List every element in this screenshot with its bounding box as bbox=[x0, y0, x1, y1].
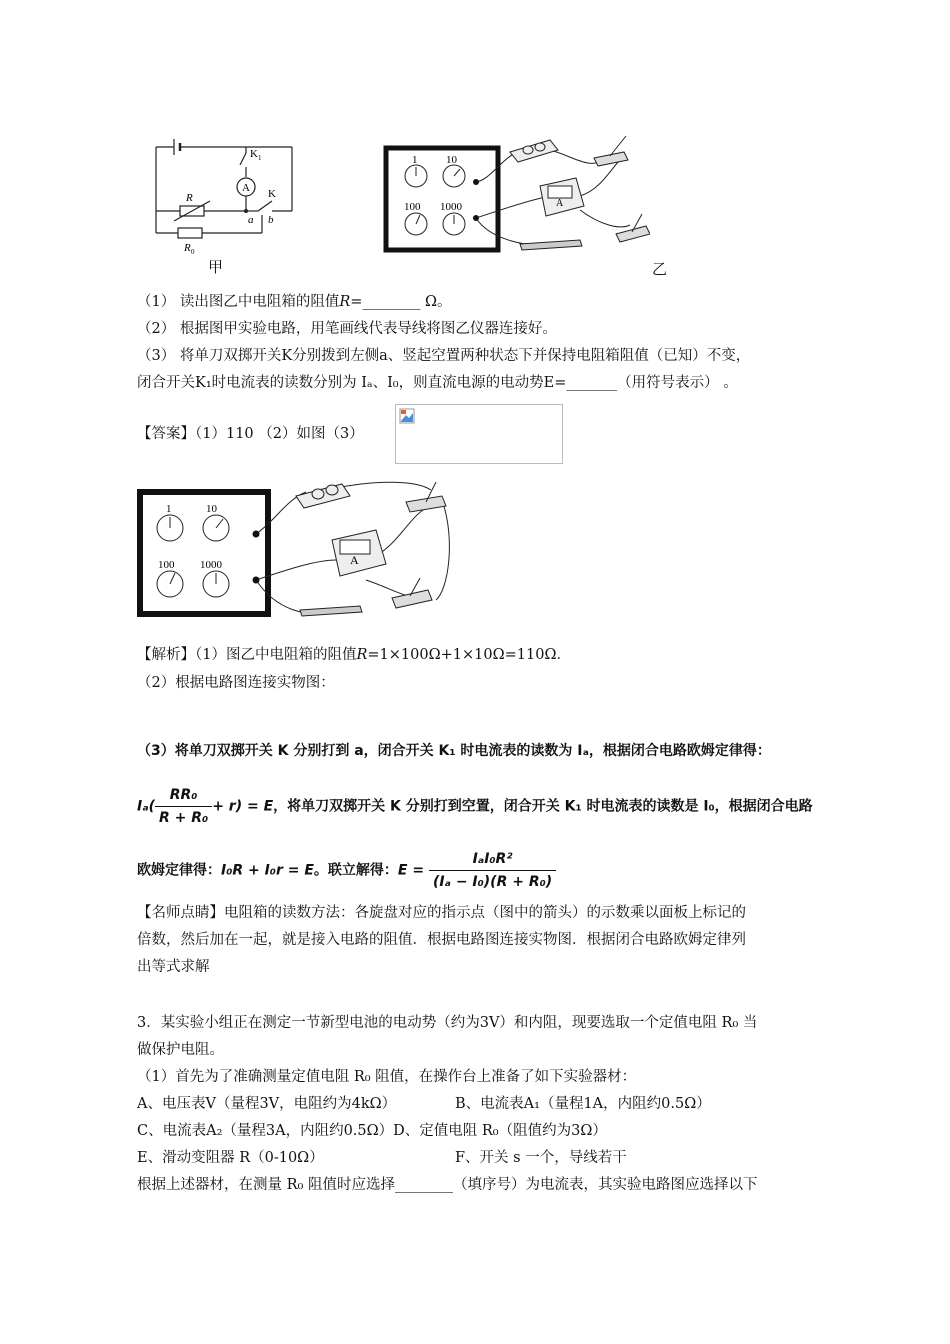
circuit-diagram-jia bbox=[150, 135, 300, 265]
analysis-line-1-suffix: =1×100Ω+1×10Ω=110Ω． bbox=[367, 647, 571, 663]
k1-subscript: 1 bbox=[258, 154, 262, 162]
tip-line-2: 倍数，然后加在一起，就是接入电路的阻值．根据电路图连接实物图．根据闭合电路欧姆定律列 bbox=[137, 932, 746, 948]
line3-prefix: 欧姆定律得： bbox=[137, 862, 221, 879]
terminal-a-label: a bbox=[248, 214, 254, 226]
eq1-numerator: RR₀ bbox=[155, 784, 212, 807]
option-a: A、电压表V（量程3V，电阻约为4kΩ） bbox=[137, 1096, 397, 1112]
caption-jia: 甲 bbox=[208, 258, 224, 276]
line3-equation: I₀R + I₀r = E bbox=[221, 862, 314, 879]
line3-lhs: E = bbox=[397, 862, 425, 879]
dial-label-10: 10 bbox=[446, 154, 457, 166]
resistor-r-label: R bbox=[186, 192, 193, 204]
question-1 bbox=[137, 292, 452, 312]
resistor-r0-label: R bbox=[184, 242, 191, 254]
answer-dial-label-100: 100 bbox=[158, 559, 175, 571]
apparatus-diagram-yi bbox=[380, 130, 650, 255]
answer-ammeter-label: A bbox=[350, 553, 359, 567]
eq1-fraction bbox=[155, 784, 212, 829]
analysis-part3-line2-text: ，将单刀双掷开关 K 分别打到空置，闭合开关 K₁ 时电流表的读数是 I₀，根据闭合电路 bbox=[273, 798, 813, 815]
analysis-line-1-variable: R bbox=[356, 647, 368, 663]
question-1-variable: R bbox=[339, 294, 351, 310]
result-numerator: IₐI₀R² bbox=[429, 848, 556, 871]
terminal-b-label: b bbox=[268, 214, 274, 226]
option-b: B、电流表A₁（量程1A，内阻约0.5Ω） bbox=[455, 1096, 711, 1112]
k1-label: K bbox=[250, 148, 258, 160]
dial-label-1: 1 bbox=[412, 154, 418, 166]
switch-k-label: K bbox=[268, 188, 276, 200]
analysis-part3-line2 bbox=[137, 784, 813, 829]
analysis-part3-line1: （3）将单刀双掷开关 K 分别打到 a，闭合开关 K₁ 时电流表的读数为 Iₐ，根据闭合电路欧姆定律得： bbox=[137, 743, 771, 759]
ammeter-device-label: A bbox=[556, 198, 564, 209]
answer-apparatus-diagram bbox=[136, 480, 466, 620]
answer-dial-label-1000: 1000 bbox=[200, 559, 222, 571]
answer-dial-label-10: 10 bbox=[206, 503, 217, 515]
answer-line: 【答案】（1）110 （2）如图（3） bbox=[137, 426, 364, 442]
analysis-line-1 bbox=[137, 645, 571, 665]
problem3-last-line: 根据上述器材，在测量 R₀ 阻值时应选择________（填序号）为电流表，其实验电路图应选择以下 bbox=[137, 1177, 758, 1193]
eq1-denominator: R + R₀ bbox=[159, 810, 209, 826]
question-1-suffix: =________ Ω。 bbox=[350, 294, 452, 310]
caption-yi: 乙 bbox=[652, 260, 668, 278]
dial-label-100: 100 bbox=[404, 201, 421, 213]
option-e: E、滑动变阻器 R（0-10Ω） bbox=[137, 1150, 324, 1166]
eq1-right: + r) = E bbox=[212, 798, 274, 815]
broken-image-icon bbox=[399, 408, 415, 424]
resistor-r0-subscript: 0 bbox=[191, 248, 195, 256]
question-3-line2: 闭合开关K₁时电流表的读数分别为 Iₐ、I₀，则直流电源的电动势E=_______（用符号表示） 。 bbox=[137, 375, 738, 391]
tip-line-3: 出等式求解 bbox=[137, 959, 210, 975]
analysis-line-2: （2）根据电路图连接实物图： bbox=[137, 675, 335, 691]
problem3-line-2: 做保护电阻。 bbox=[137, 1042, 224, 1058]
analysis-line-1-prefix: 【解析】（1）图乙中电阻箱的阻值 bbox=[137, 647, 357, 663]
analysis-part3-line3 bbox=[137, 848, 556, 893]
question-1-prefix: （1） 读出图乙中电阻箱的阻值 bbox=[137, 294, 340, 310]
question-3-line1: （3） 将单刀双掷开关K分别拨到左侧a、竖起空置两种状态下并保持电阻箱阻值（已知）不变， bbox=[137, 348, 751, 364]
result-denominator: (Iₐ − I₀)(R + R₀) bbox=[432, 874, 553, 890]
option-c-d: C、电流表A₂（量程3A，内阻约0.5Ω）D、定值电阻 R₀（阻值约为3Ω） bbox=[137, 1123, 607, 1139]
dial-label-1000: 1000 bbox=[440, 201, 462, 213]
option-f: F、开关 s 一个，导线若干 bbox=[455, 1150, 627, 1166]
answer-image-placeholder bbox=[395, 404, 563, 464]
problem3-line-3: （1）首先为了准确测量定值电阻 R₀ 阻值，在操作台上准备了如下实验器材： bbox=[137, 1069, 637, 1085]
result-fraction bbox=[429, 848, 556, 893]
eq1-left: Iₐ( bbox=[137, 798, 156, 815]
answer-dial-label-1: 1 bbox=[166, 503, 172, 515]
line3-middle: 。联立解得： bbox=[313, 862, 398, 879]
ammeter-symbol-label: A bbox=[242, 182, 250, 194]
question-2: （2） 根据图甲实验电路，用笔画线代表导线将图乙仪器连接好。 bbox=[137, 321, 557, 337]
problem3-line-1: 3．某实验小组正在测定一节新型电池的电动势（约为3V）和内阻，现要选取一个定值电阻 R₀ 当 bbox=[137, 1015, 758, 1031]
tip-line-1: 【名师点睛】电阻箱的读数方法：各旋盘对应的指示点（图中的箭头）的示数乘以面板上标记的 bbox=[137, 905, 746, 921]
